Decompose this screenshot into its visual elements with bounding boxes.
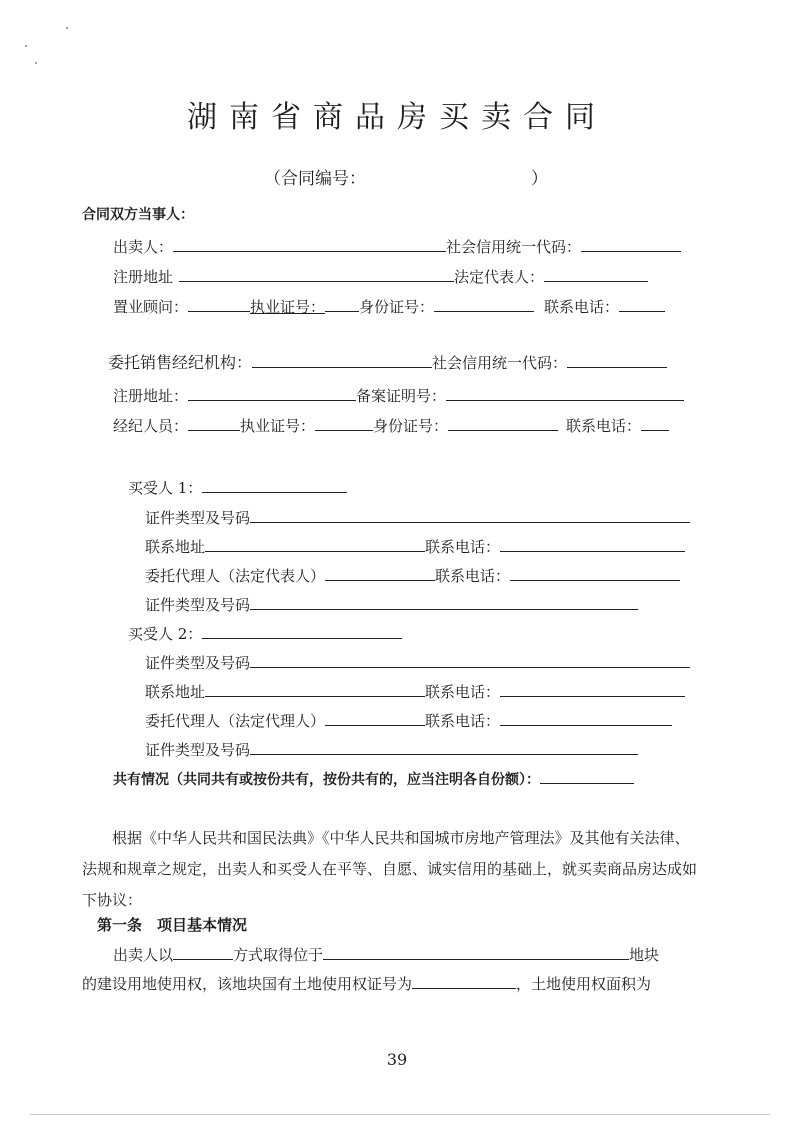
buyer1-phone-label: 联系电话：: [425, 538, 501, 556]
buyer1-address-row: [145, 535, 685, 557]
agency-credit-code-label: 社会信用统一代码：: [432, 354, 568, 372]
agency-id-field[interactable]: [448, 414, 558, 431]
agency-reg-address-label: 注册地址：: [113, 387, 189, 405]
buyer2-row: [128, 622, 402, 644]
agency-row-3: [113, 414, 669, 436]
agency-name-field[interactable]: [252, 351, 432, 368]
buyer1-proxy-field[interactable]: [325, 564, 435, 581]
buyer1-address-label: 联系地址: [145, 538, 206, 556]
buyer1-proxy-phone-label: 联系电话：: [435, 567, 511, 585]
buyer1-row: [128, 476, 347, 498]
seller-credit-code-label: 社会信用统一代码：: [446, 238, 582, 256]
buyer1-proxy-id-row: [145, 593, 638, 615]
article1-text-4: 的建设用地使用权，该地块国有土地使用权证号为: [82, 975, 413, 993]
buyer1-id-field[interactable]: [250, 506, 690, 523]
seller-credit-code-field[interactable]: [581, 235, 681, 252]
agency-phone-label: 联系电话：: [566, 417, 642, 435]
co-ownership-field[interactable]: [540, 767, 634, 784]
seller-row-2: [113, 265, 648, 287]
buyer2-address-field[interactable]: [205, 680, 425, 697]
agency-label: 委托销售经纪机构：: [108, 353, 253, 372]
seller-reg-address-field[interactable]: [179, 265, 454, 282]
page-number: 39: [386, 1050, 408, 1069]
seller-license-field[interactable]: [325, 295, 359, 312]
agency-row-1: [108, 351, 667, 373]
preamble-paragraph: 根据《中华人民共和国民法典》《中华人民共和国城市房地产管理法》及其他有关法律、法规和规章之规定，出卖人和买受人在平等、自愿、诚实信用的基础上，就买卖商品房达成如下协议：: [82, 829, 698, 909]
buyer2-address-row: [145, 680, 685, 702]
agency-credit-code-field[interactable]: [567, 351, 667, 368]
buyer1-name-field[interactable]: [202, 476, 347, 493]
agency-record-field[interactable]: [446, 384, 684, 401]
buyer2-id-row: [145, 651, 690, 673]
seller-id-field[interactable]: [434, 295, 534, 312]
buyer2-address-label: 联系地址: [145, 683, 206, 701]
seller-phone-field[interactable]: [619, 295, 665, 312]
buyer2-proxy-field[interactable]: [325, 709, 425, 726]
buyer1-proxy-id-label: 证件类型及号码: [145, 596, 251, 614]
document-title: 湖南省商品房买卖合同: [187, 100, 607, 135]
agency-phone-field[interactable]: [641, 414, 669, 431]
article1-location-field[interactable]: [323, 943, 629, 960]
agency-row-2: [113, 384, 684, 406]
seller-row-3: [113, 295, 665, 317]
seller-label: 出卖人：: [113, 238, 174, 256]
buyer1-id-type-label: 证件类型及号码: [145, 509, 251, 527]
scan-speck: [35, 62, 37, 64]
contract-number: [264, 164, 548, 189]
seller-license-label: 执业证号：: [250, 298, 326, 316]
article1-certificate-field[interactable]: [412, 972, 516, 989]
article1-text-5: ，土地使用权面积为: [516, 975, 652, 993]
contract-number-blank[interactable]: [366, 168, 531, 184]
buyer1-proxy-label: 委托代理人（法定代表人）: [145, 567, 326, 585]
buyer2-proxy-id-field[interactable]: [250, 738, 638, 755]
parties-heading: 合同双方当事人：: [82, 207, 194, 223]
buyer2-id-type-label: 证件类型及号码: [145, 654, 251, 672]
buyer2-id-field[interactable]: [250, 651, 690, 668]
co-ownership-row: [113, 767, 634, 790]
article1-line-2: [82, 972, 651, 994]
article1-text-1: 出卖人以: [113, 946, 174, 964]
seller-consultant-field[interactable]: [188, 295, 250, 312]
agency-agent-field[interactable]: [188, 414, 240, 431]
buyer2-proxy-id-row: [145, 738, 638, 760]
contract-number-close: ）: [531, 169, 548, 189]
article1-method-field[interactable]: [173, 943, 233, 960]
contract-number-label: （合同编号：: [264, 169, 366, 189]
co-ownership-label: 共有情况（共同共有或按份共有，按份共有的，应当注明各自份额）：: [113, 772, 540, 788]
buyer1-proxy-row: [145, 564, 680, 586]
article1-text-2: 方式取得位于: [233, 946, 324, 964]
buyer1-label: 买受人 1：: [128, 479, 203, 497]
buyer2-phone-field[interactable]: [500, 680, 685, 697]
seller-legal-rep-field[interactable]: [544, 265, 648, 282]
buyer2-proxy-phone-label: 联系电话：: [425, 712, 501, 730]
article1-line-1: [113, 943, 659, 965]
buyer2-proxy-row: [145, 709, 672, 731]
buyer2-proxy-label: 委托代理人（法定代理人）: [145, 712, 326, 730]
buyer1-phone-field[interactable]: [500, 535, 685, 552]
seller-id-label: 身份证号：: [359, 298, 435, 316]
seller-legal-rep-label: 法定代表人：: [454, 268, 545, 286]
seller-phone-label: 联系电话：: [544, 298, 620, 316]
article1-heading: 第一条 项目基本情况: [97, 916, 248, 934]
agency-agent-label: 经纪人员：: [113, 417, 189, 435]
seller-row-1: [113, 235, 681, 257]
seller-reg-address-label: 注册地址: [113, 268, 174, 286]
scan-speck: [25, 45, 27, 47]
buyer2-label: 买受人 2：: [128, 625, 203, 643]
agency-license-field[interactable]: [315, 414, 373, 431]
buyer1-id-row: [145, 506, 690, 528]
buyer2-proxy-phone-field[interactable]: [500, 709, 672, 726]
article1-text-3: 地块: [629, 946, 660, 964]
buyer2-name-field[interactable]: [202, 622, 402, 639]
agency-reg-address-field[interactable]: [188, 384, 356, 401]
seller-name-field[interactable]: [173, 235, 446, 252]
agency-record-label: 备案证明号：: [356, 387, 447, 405]
agency-license-label: 执业证号：: [240, 417, 316, 435]
buyer2-phone-label: 联系电话：: [425, 683, 501, 701]
scan-speck: [66, 27, 68, 29]
scan-edge-line: [30, 1114, 770, 1115]
agency-id-label: 身份证号：: [373, 417, 449, 435]
buyer1-address-field[interactable]: [205, 535, 425, 552]
buyer2-proxy-id-label: 证件类型及号码: [145, 741, 251, 759]
seller-consultant-label: 置业顾问：: [113, 298, 189, 316]
buyer1-proxy-phone-field[interactable]: [510, 564, 680, 581]
buyer1-proxy-id-field[interactable]: [250, 593, 638, 610]
